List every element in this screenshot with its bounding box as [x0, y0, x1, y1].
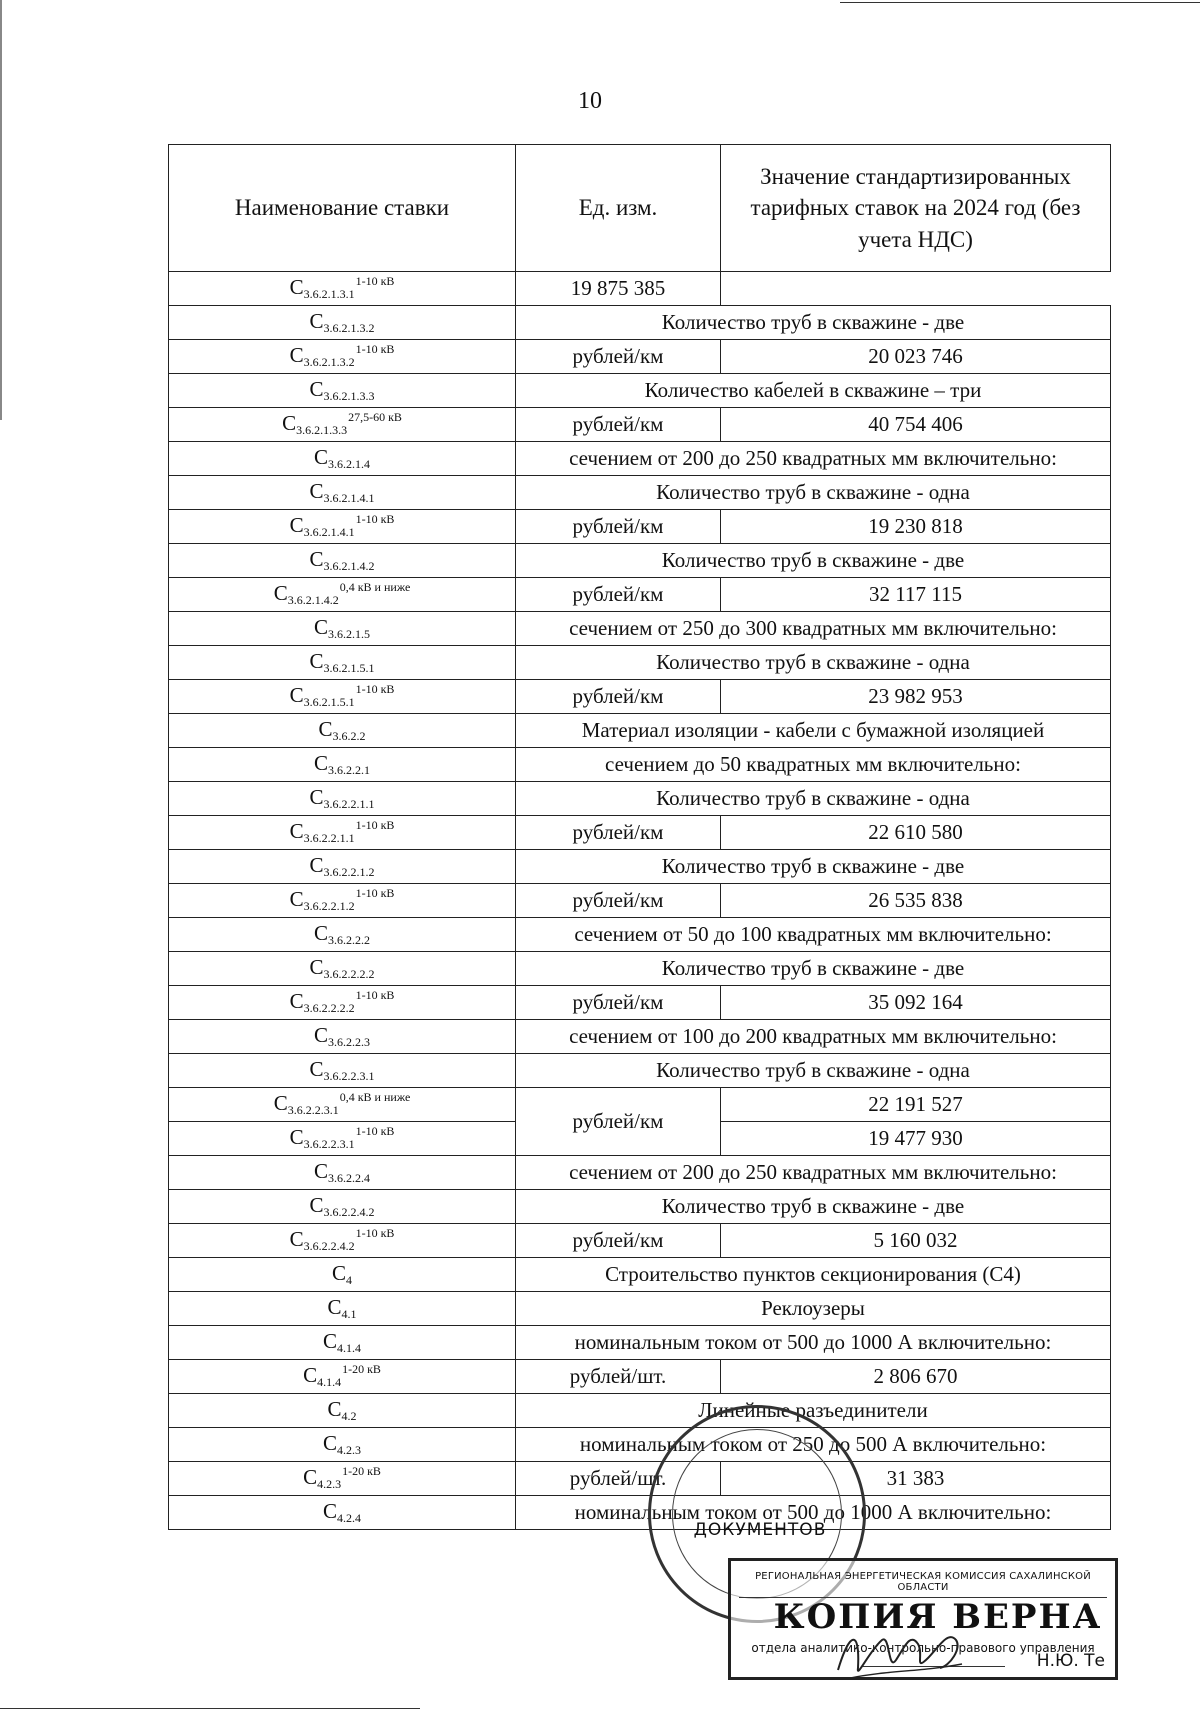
- rate-code-index: 3.6.2.2.1.2: [303, 899, 355, 914]
- rate-code: [169, 1020, 516, 1054]
- rate-code: [169, 374, 516, 408]
- rate-code: [169, 408, 516, 442]
- rate-code-index: 4.1.4: [337, 1340, 361, 1355]
- unit-cell: рублей/км: [516, 578, 721, 612]
- rate-value: 35 092 164: [721, 986, 1111, 1020]
- section-description: Количество труб в скважине - две: [516, 952, 1111, 986]
- rate-voltage-class: 0,4 кВ и ниже: [339, 1090, 411, 1105]
- table-section-row: [169, 714, 1111, 748]
- table-section-row: [169, 1054, 1111, 1088]
- table-row: [169, 408, 1111, 442]
- rate-code-index: 4.2.3: [337, 1442, 361, 1457]
- table-section-row: [169, 782, 1111, 816]
- table-section-row: [169, 748, 1111, 782]
- unit-cell: рублей/км: [516, 884, 721, 918]
- unit-cell: рублей/шт.: [516, 1462, 721, 1496]
- rate-value: 19 875 385: [516, 272, 721, 306]
- rate-code-letter: С: [313, 1158, 328, 1183]
- rate-value: 23 982 953: [721, 680, 1111, 714]
- table-section-row: [169, 476, 1111, 510]
- table-section-row: [169, 374, 1111, 408]
- rate-code-letter: С: [322, 1430, 337, 1455]
- rate-code-letter: С: [289, 819, 304, 844]
- table-row: [169, 272, 1111, 306]
- handwritten-signature: [830, 1610, 970, 1690]
- rate-voltage-class: 1-10 кВ: [355, 818, 395, 833]
- rate-code-index: 3.6.2.2.3.1: [287, 1103, 339, 1118]
- rate-code-index: 3.6.2.2.4.2: [303, 1239, 355, 1254]
- rate-value: 19 230 818: [721, 510, 1111, 544]
- rate-code-index: 3.6.2.2.1.2: [323, 864, 375, 879]
- rate-code-index: 3.6.2.1.3.3: [323, 388, 375, 403]
- rate-code: [169, 612, 516, 646]
- table-section-row: [169, 1020, 1111, 1054]
- table-section-row: [169, 1394, 1111, 1428]
- rate-value: 31 383: [721, 1462, 1111, 1496]
- rate-code-letter: С: [313, 920, 328, 945]
- section-description: Количество труб в скважине - две: [516, 306, 1111, 340]
- section-description: Количество труб в скважине - одна: [516, 782, 1111, 816]
- rate-code-letter: С: [309, 852, 324, 877]
- section-description: Количество труб в скважине - две: [516, 1190, 1111, 1224]
- table-row: [169, 1088, 1111, 1122]
- rate-code-letter: С: [309, 784, 324, 809]
- table-section-row: [169, 442, 1111, 476]
- rate-code-index: 3.6.2.1.4.2: [287, 593, 339, 608]
- rate-code: [169, 476, 516, 510]
- rate-code: [169, 748, 516, 782]
- rate-code-index: 4.1: [341, 1306, 357, 1321]
- section-description: Материал изоляции - кабели с бумажной изоляцией: [516, 714, 1111, 748]
- rate-code-letter: С: [322, 1328, 337, 1353]
- rate-code-index: 3.6.2.2.3.1: [323, 1068, 375, 1083]
- section-description: Количество труб в скважине - две: [516, 850, 1111, 884]
- rate-voltage-class: 27,5-60 кВ: [348, 410, 402, 425]
- table-section-row: [169, 1496, 1111, 1530]
- rate-code-letter: С: [331, 1260, 346, 1285]
- unit-cell: рублей/км: [516, 408, 721, 442]
- rate-code-letter: С: [309, 478, 324, 503]
- rate-code-index: 3.6.2.1.3.1: [303, 287, 355, 302]
- unit-cell: рублей/шт.: [516, 1360, 721, 1394]
- rate-voltage-class: 1-20 кВ: [342, 1464, 381, 1479]
- rate-code-letter: С: [289, 1227, 304, 1252]
- rate-code-letter: С: [309, 546, 324, 571]
- rate-value: 26 535 838: [721, 884, 1111, 918]
- rate-code: [169, 1258, 516, 1292]
- rate-voltage-class: 1-10 кВ: [355, 512, 395, 527]
- section-description: Количество труб в скважине - одна: [516, 646, 1111, 680]
- section-description: сечением от 50 до 100 квадратных мм включительно:: [516, 918, 1111, 952]
- header-value: Значение стандартизированных тарифных ставок на 2024 год (без учета НДС): [721, 145, 1111, 272]
- rate-code: [169, 816, 516, 850]
- unit-cell: рублей/км: [516, 510, 721, 544]
- rate-voltage-class: 1-10 кВ: [355, 886, 395, 901]
- table-section-row: [169, 1428, 1111, 1462]
- section-description: Количество труб в скважине - две: [516, 544, 1111, 578]
- rate-code-letter: С: [289, 513, 304, 538]
- unit-cell: рублей/км: [516, 340, 721, 374]
- rate-code: [169, 1292, 516, 1326]
- table-row: [169, 1360, 1111, 1394]
- rate-code-letter: С: [309, 1192, 324, 1217]
- rate-code-index: 3.6.2.2.2: [328, 932, 370, 947]
- rate-code: [169, 1394, 516, 1428]
- tariff-rates-table: [168, 144, 1111, 1530]
- table-section-row: [169, 952, 1111, 986]
- scan-top-line: [840, 2, 1200, 3]
- rate-code-letter: С: [309, 308, 324, 333]
- rate-code-index: 3.6.2.1.5.1: [303, 695, 355, 710]
- rate-code: [169, 544, 516, 578]
- rate-code-index: 4.2.4: [337, 1510, 361, 1525]
- table-row: [169, 680, 1111, 714]
- section-description: Строительство пунктов секционирования (С4): [516, 1258, 1111, 1292]
- rate-code: [169, 306, 516, 340]
- rate-code-index: 3.6.2.1.3.2: [323, 320, 375, 335]
- stamp-organization: РЕГИОНАЛЬНАЯ ЭНЕРГЕТИЧЕСКАЯ КОМИССИЯ САХАЛИНСКОЙ ОБЛАСТИ: [739, 1571, 1107, 1598]
- table-section-row: [169, 646, 1111, 680]
- rate-code-letter: С: [303, 1465, 318, 1490]
- section-description: Реклоузеры: [516, 1292, 1111, 1326]
- stamp-title: КОПИЯ ВЕРНА: [773, 1597, 1103, 1637]
- unit-cell: рублей/км: [516, 816, 721, 850]
- unit-cell: рублей/км: [516, 1224, 721, 1258]
- rate-code: [169, 442, 516, 476]
- rate-code-index: 3.6.2.1.4.2: [323, 558, 375, 573]
- scan-bottom-line: [0, 1708, 420, 1709]
- rate-code-letter: С: [273, 581, 288, 606]
- rate-code-letter: С: [327, 1396, 342, 1421]
- rate-code-letter: С: [289, 275, 304, 300]
- section-description: номинальным током от 250 до 500 А включительно:: [516, 1428, 1111, 1462]
- rate-code-index: 3.6.2.1.5: [328, 626, 370, 641]
- rate-value: 32 117 115: [721, 578, 1111, 612]
- rate-code: [169, 1190, 516, 1224]
- rate-value: 22 191 527: [721, 1088, 1111, 1122]
- section-description: Количество труб в скважине - одна: [516, 1054, 1111, 1088]
- rate-code: [169, 1360, 516, 1394]
- rate-code-letter: С: [313, 444, 328, 469]
- table-header-row: [169, 145, 1111, 272]
- section-description: Количество труб в скважине - одна: [516, 476, 1111, 510]
- rate-code-index: 3.6.2.1.3.2: [303, 355, 355, 370]
- table-section-row: [169, 1190, 1111, 1224]
- table-row: [169, 1462, 1111, 1496]
- rate-code-letter: С: [273, 1091, 288, 1116]
- rate-code-index: 4.1.4: [317, 1375, 342, 1390]
- rate-voltage-class: 1-10 кВ: [355, 988, 395, 1003]
- table-section-row: [169, 850, 1111, 884]
- rate-voltage-class: 1-10 кВ: [355, 682, 395, 697]
- table-row: [169, 340, 1111, 374]
- rate-code-letter: С: [289, 683, 304, 708]
- rate-voltage-class: 1-10 кВ: [355, 274, 395, 289]
- rate-code: [169, 578, 516, 612]
- table-row: [169, 1224, 1111, 1258]
- rate-code-letter: С: [303, 1363, 318, 1388]
- section-description: номинальным током от 500 до 1000 А включительно:: [516, 1496, 1111, 1530]
- section-description: номинальным током от 500 до 1000 А включительно:: [516, 1326, 1111, 1360]
- rate-voltage-class: 1-10 кВ: [355, 1124, 395, 1139]
- rate-code-index: 3.6.2.1.4.1: [323, 490, 375, 505]
- table-row: [169, 986, 1111, 1020]
- rate-value: 19 477 930: [721, 1122, 1111, 1156]
- rate-code: [169, 646, 516, 680]
- table-row: [169, 510, 1111, 544]
- section-description: сечением до 50 квадратных мм включительно:: [516, 748, 1111, 782]
- rate-code-index: 4: [346, 1272, 352, 1287]
- section-description: Количество кабелей в скважине – три: [516, 374, 1111, 408]
- rate-code: [169, 510, 516, 544]
- rate-code-letter: С: [289, 343, 304, 368]
- rate-code: [169, 1122, 516, 1156]
- rate-code-index: 3.6.2.2.1.1: [323, 796, 375, 811]
- rate-code-letter: С: [327, 1294, 342, 1319]
- rate-value: 40 754 406: [721, 408, 1111, 442]
- table-section-row: [169, 1156, 1111, 1190]
- rate-code: [169, 680, 516, 714]
- rate-value: 2 806 670: [721, 1360, 1111, 1394]
- rate-code-index: 3.6.2.2.2.2: [323, 966, 375, 981]
- rate-value: 5 160 032: [721, 1224, 1111, 1258]
- round-seal-text: ДОКУМЕНТОВ: [693, 1520, 827, 1540]
- rate-code-index: 3.6.2.1.4.1: [303, 525, 355, 540]
- rate-code-index: 3.6.2.2.4.2: [323, 1204, 375, 1219]
- table-section-row: [169, 1258, 1111, 1292]
- unit-cell: рублей/км: [516, 986, 721, 1020]
- rate-code-index: 3.6.2.1.5.1: [323, 660, 375, 675]
- rate-code: [169, 884, 516, 918]
- header-rate-name: Наименование ставки: [169, 145, 516, 272]
- rate-code-letter: С: [282, 411, 297, 436]
- rate-code: [169, 952, 516, 986]
- page-number: 10: [578, 88, 602, 114]
- rate-code-letter: С: [289, 1125, 304, 1150]
- section-description: сечением от 200 до 250 квадратных мм включительно:: [516, 1156, 1111, 1190]
- rate-code-letter: С: [313, 1022, 328, 1047]
- rate-code-letter: С: [309, 376, 324, 401]
- rate-voltage-class: 1-10 кВ: [355, 342, 395, 357]
- rate-code-index: 3.6.2.2.3: [328, 1034, 370, 1049]
- stamp-person: Н.Ю. Те: [1036, 1651, 1105, 1671]
- unit-cell: рублей/км: [516, 1088, 721, 1156]
- table-section-row: [169, 612, 1111, 646]
- rate-code-letter: С: [289, 989, 304, 1014]
- rate-code: [169, 918, 516, 952]
- unit-cell: рублей/км: [516, 680, 721, 714]
- rate-voltage-class: 1-20 кВ: [342, 1362, 381, 1377]
- rate-code-index: 3.6.2.2.1: [328, 762, 370, 777]
- rate-code-index: 3.6.2.1.3.3: [296, 423, 348, 438]
- rate-code: [169, 1326, 516, 1360]
- rate-code-index: 3.6.2.1.4: [328, 456, 370, 471]
- rate-code-letter: С: [313, 614, 328, 639]
- rate-code: [169, 272, 516, 306]
- table-section-row: [169, 1292, 1111, 1326]
- rate-value: 22 610 580: [721, 816, 1111, 850]
- table-section-row: [169, 1326, 1111, 1360]
- rate-voltage-class: 0,4 кВ и ниже: [339, 580, 411, 595]
- rate-code-index: 3.6.2.2.2.2: [303, 1001, 355, 1016]
- rate-code: [169, 714, 516, 748]
- table-row: [169, 816, 1111, 850]
- rate-code: [169, 1224, 516, 1258]
- scan-left-edge: [0, 0, 2, 420]
- section-description: сечением от 100 до 200 квадратных мм включительно:: [516, 1020, 1111, 1054]
- rate-code-index: 3.6.2.2: [332, 728, 366, 743]
- rate-code: [169, 782, 516, 816]
- rate-code-letter: С: [309, 1056, 324, 1081]
- rate-code: [169, 1462, 516, 1496]
- section-description: Линейные разъединители: [516, 1394, 1111, 1428]
- rate-code: [169, 1156, 516, 1190]
- section-description: сечением от 200 до 250 квадратных мм включительно:: [516, 442, 1111, 476]
- header-unit: Ед. изм.: [516, 145, 721, 272]
- table-section-row: [169, 918, 1111, 952]
- rate-code-index: 4.2.3: [317, 1477, 342, 1492]
- rate-code-index: 4.2: [341, 1408, 357, 1423]
- rate-code: [169, 1088, 516, 1122]
- rate-code: [169, 850, 516, 884]
- rate-voltage-class: 1-10 кВ: [355, 1226, 395, 1241]
- rate-code-letter: С: [313, 750, 328, 775]
- table-row: [169, 578, 1111, 612]
- section-description: сечением от 250 до 300 квадратных мм включительно:: [516, 612, 1111, 646]
- stamp-department: отдела аналитико-контрольно-правового управления: [751, 1641, 1095, 1655]
- table-section-row: [169, 306, 1111, 340]
- rate-code: [169, 340, 516, 374]
- rate-code-index: 3.6.2.2.1.1: [303, 831, 355, 846]
- rate-code-letter: С: [318, 716, 333, 741]
- table-section-row: [169, 544, 1111, 578]
- table-row: [169, 884, 1111, 918]
- rate-code-index: 3.6.2.2.4: [328, 1170, 370, 1185]
- rate-code: [169, 1054, 516, 1088]
- rate-code: [169, 1496, 516, 1530]
- rate-code-letter: С: [309, 954, 324, 979]
- rate-code-letter: С: [322, 1498, 337, 1523]
- rate-code-letter: С: [309, 648, 324, 673]
- rate-code: [169, 1428, 516, 1462]
- rate-value: 20 023 746: [721, 340, 1111, 374]
- rate-code: [169, 986, 516, 1020]
- rate-code-letter: С: [289, 887, 304, 912]
- rate-code-index: 3.6.2.2.3.1: [303, 1137, 355, 1152]
